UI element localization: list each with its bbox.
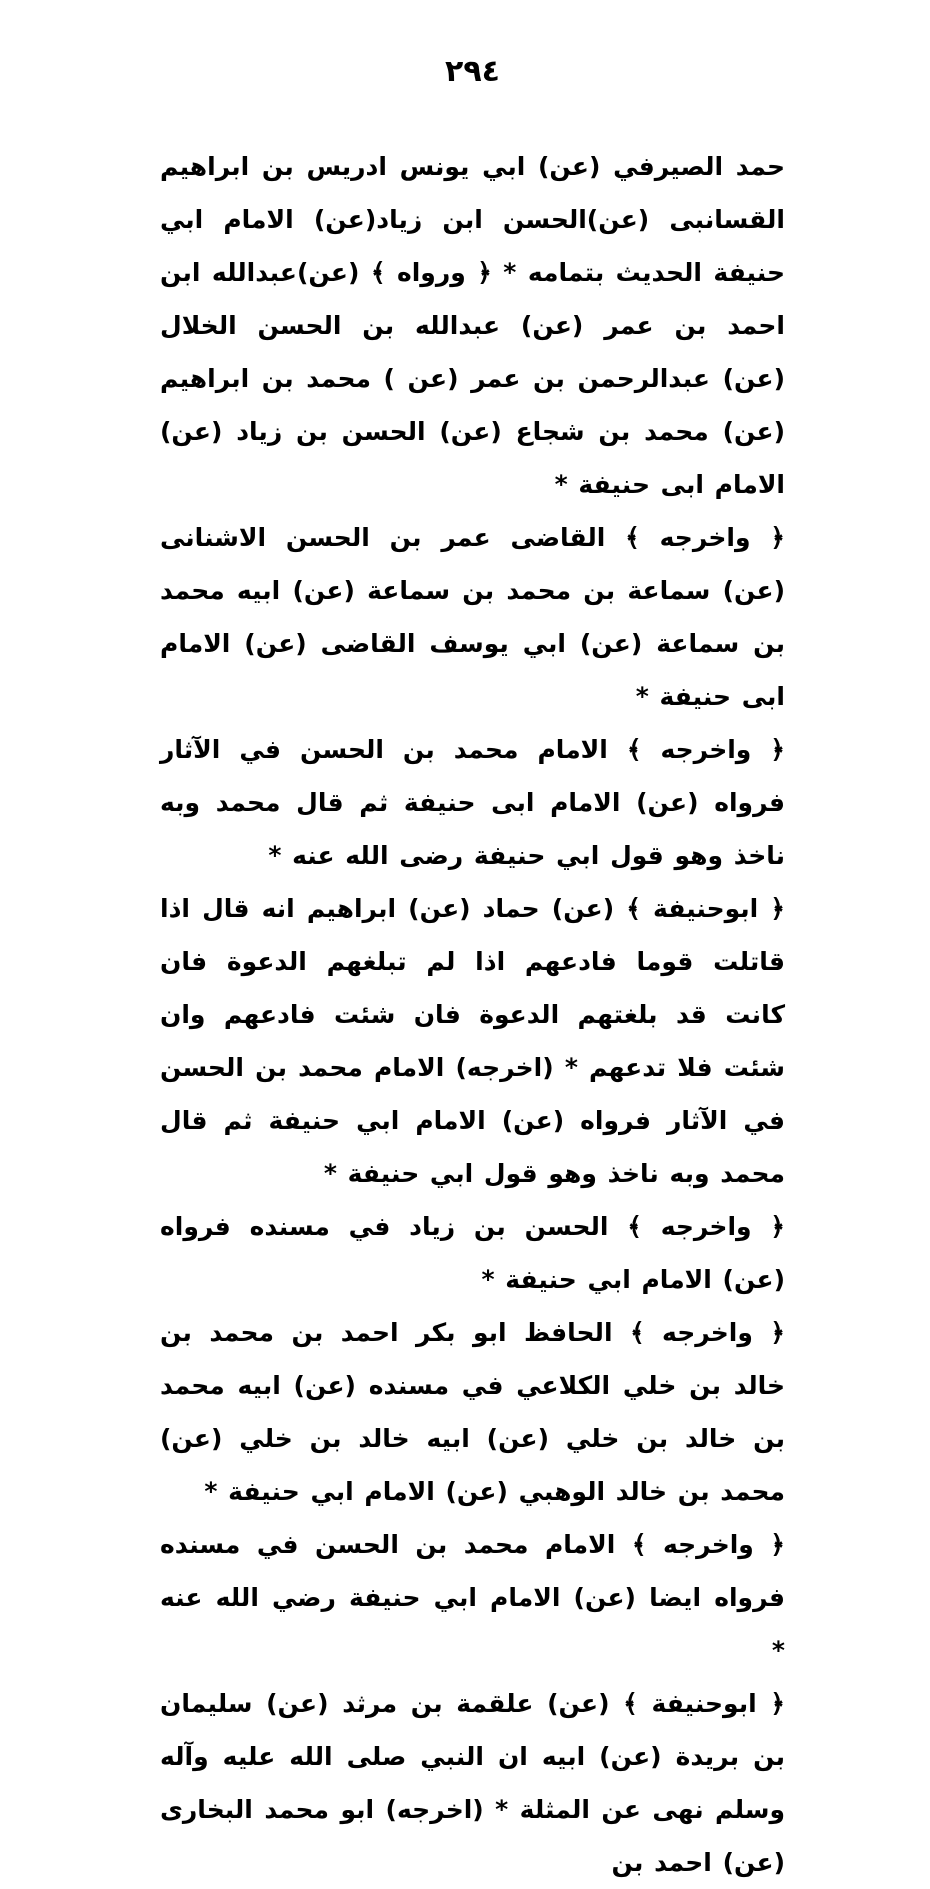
- page-body: [160, 140, 785, 1889]
- paragraph-2: ﴿ واخرجه ﴾ القاضى عمر بن الحسن الاشنانى (عن) سماعة بن محمد بن سماعة (عن) ابيه محمد بن سماعة (عن) ابي يوسف القاضى (عن) الامام ابى حنيفة *: [160, 523, 785, 711]
- paragraph-5: ﴿ واخرجه ﴾ الحسن بن زياد في مسنده فرواه (عن) الامام ابي حنيفة *: [160, 1212, 785, 1294]
- paragraph-7: ﴿ واخرجه ﴾ الامام محمد بن الحسن في مسنده فرواه ايضا (عن) الامام ابي حنيفة رضي الله عنه *: [160, 1530, 785, 1665]
- paragraph-1: حمد الصيرفي (عن) ابي يونس ادريس بن ابراهيم القسانبى (عن)الحسن ابن زياد(عن) الامام ابي حنيفة الحديث بتمامه * ﴿ ورواه ﴾ (عن)عبدالله ابن احمد بن عمر (عن) عبدالله بن الحسن الخلال (عن) عبدالرحمن بن عمر (عن ) محمد بن ابراهيم (عن) محمد بن شجاع (عن) الحسن بن زياد (عن) الامام ابى حنيفة *: [160, 152, 785, 499]
- paragraph-6: ﴿ واخرجه ﴾ الحافظ ابو بكر احمد بن محمد بن خالد بن خلي الكلاعي في مسنده (عن) ابيه محمد بن خالد بن خلي (عن) ابيه خالد بن خلي (عن) محمد بن خالد الوهبي (عن) الامام ابي حنيفة *: [160, 1318, 785, 1506]
- page-number: ۲۹٤: [445, 54, 500, 89]
- paragraph-3: ﴿ واخرجه ﴾ الامام محمد بن الحسن في الآثار فرواه (عن) الامام ابى حنيفة ثم قال محمد وبه ناخذ وهو قول ابي حنيفة رضى الله عنه *: [160, 735, 785, 870]
- paragraph-4: ﴿ ابوحنيفة ﴾ (عن) حماد (عن) ابراهيم انه قال اذا قاتلت قوما فادعهم اذا لم تبلغهم الدعوة فان كانت قد بلغتهم الدعوة فان شئت فادعهم وان شئت فلا تدعهم * (اخرجه) الامام محمد بن الحسن في الآثار فرواه (عن) الامام ابي حنيفة ثم قال محمد وبه ناخذ وهو قول ابي حنيفة *: [160, 894, 785, 1188]
- paragraph-8: ﴿ ابوحنيفة ﴾ (عن) علقمة بن مرثد (عن) سليمان بن بريدة (عن) ابيه ان النبي صلى الله عليه وآله وسلم نهى عن المثلة * (اخرجه) ابو محمد البخارى (عن) احمد بن: [160, 1689, 785, 1877]
